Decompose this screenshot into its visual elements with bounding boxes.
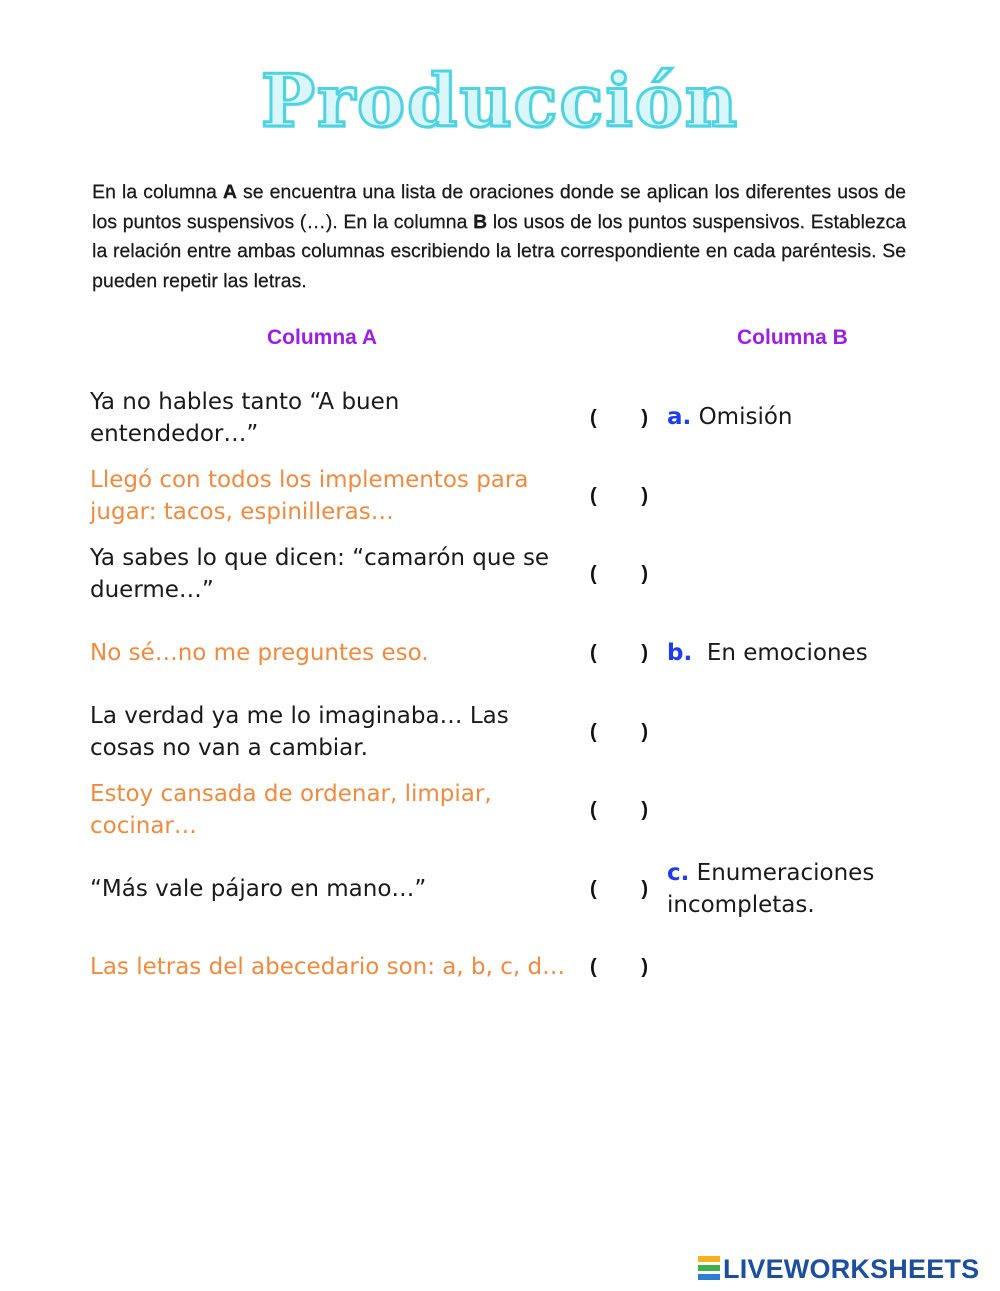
answer-parens-3[interactable]: ( ) — [590, 563, 648, 585]
column-a-item-5: La verdad ya me lo imaginaba… Las cosas no van a cambiar. — [90, 703, 509, 761]
answer-input-1[interactable] — [604, 407, 634, 429]
column-a-item-1: Ya no hables tanto “A buen entendedor…” — [90, 389, 400, 447]
column-a-item-6: Estoy cansada de ordenar, limpiar, cocinar… — [90, 781, 492, 839]
liveworksheets-logo-icon — [698, 1256, 720, 1282]
column-b-ref: B — [472, 210, 488, 233]
answer-input-7[interactable] — [604, 878, 634, 900]
column-a-header: Columna A — [267, 326, 378, 349]
answer-input-4[interactable] — [604, 642, 634, 664]
column-b-option-c: c. Enumeraciones incompletas. — [667, 860, 875, 918]
answer-input-2[interactable] — [604, 485, 634, 507]
liveworksheets-brand: LIVEWORKSHEETS — [723, 1253, 980, 1284]
column-a-item-7: “Más vale pájaro en mano…” — [90, 876, 427, 902]
answer-parens-7[interactable]: ( ) — [590, 878, 648, 900]
column-a-item-2: Llegó con todos los implementos para jugar: tacos, espinilleras… — [90, 467, 529, 525]
answer-input-5[interactable] — [604, 721, 634, 743]
answer-parens-8[interactable]: ( ) — [590, 956, 648, 978]
answer-input-6[interactable] — [604, 799, 634, 821]
column-a-item-8: Las letras del abecedario son: a, b, c, d… — [90, 954, 566, 980]
column-b-header: Columna B — [737, 326, 848, 349]
column-a-item-3: Ya sabes lo que dicen: “camarón que se duerme…” — [90, 545, 550, 603]
answer-parens-1[interactable]: ( ) — [590, 407, 648, 429]
column-b-option-b: b. En emociones — [667, 640, 868, 666]
answer-parens-4[interactable]: ( ) — [590, 642, 648, 664]
column-a-item-4: No sé…no me preguntes eso. — [90, 640, 429, 666]
answer-parens-2[interactable]: ( ) — [590, 485, 648, 507]
answer-parens-5[interactable]: ( ) — [590, 721, 648, 743]
page-title: Producción — [260, 58, 740, 143]
answer-input-8[interactable] — [604, 956, 634, 978]
answer-input-3[interactable] — [604, 563, 634, 585]
column-a-ref: A — [222, 181, 237, 203]
column-b-option-a: a. Omisión — [667, 404, 793, 430]
answer-parens-6[interactable]: ( ) — [590, 799, 648, 821]
liveworksheets-logo — [698, 1254, 979, 1284]
instructions: En la columna A se encuentra una lista de oraciones donde se aplican los diferentes usos de los puntos suspensivos (…). En la columna B los usos de los puntos suspensivos. Establezca la relación entre ambas columnas escribiendo la letra correspondiente en cada paréntesis. Se pueden repetir las letras. — [92, 181, 906, 292]
